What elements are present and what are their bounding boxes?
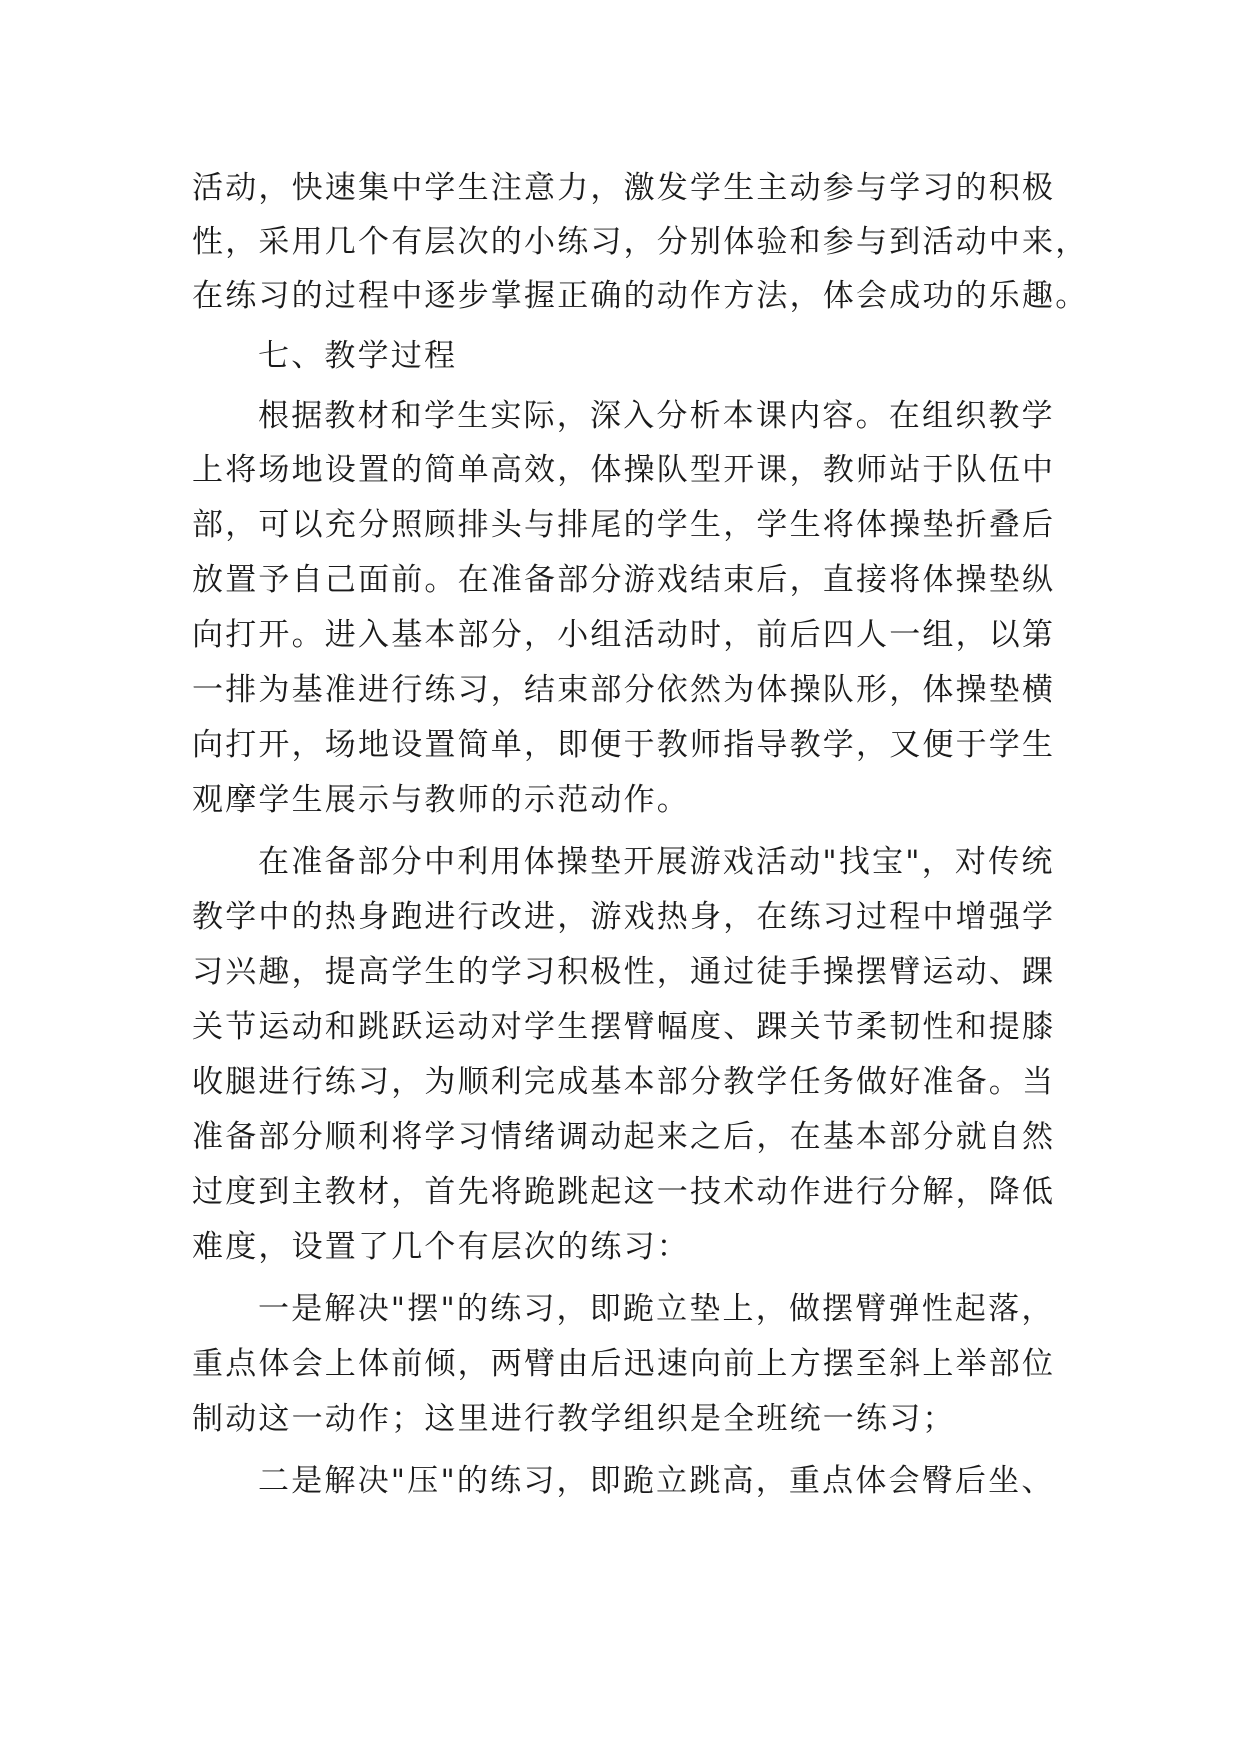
text-line-2: 性，采用几个有层次的小练习，分别体验和参与到活动中来，	[192, 224, 1089, 260]
text-line-3: 在练习的过程中逐步掌握正确的动作方法，体会成功的乐趣。	[192, 278, 1089, 314]
text-line-24: 二是解决"压"的练习，即跪立跳高，重点体会臀后坐、	[258, 1463, 1055, 1499]
text-line-22: 重点体会上体前倾，两臂由后迅速向前上方摆至斜上举部位	[192, 1346, 1056, 1382]
text-line-12: 观摩学生展示与教师的示范动作。	[192, 782, 690, 818]
text-line-1: 活动，快速集中学生注意力，激发学生主动参与学习的积极	[192, 170, 1056, 206]
section-heading: 七、教学过程	[258, 338, 458, 374]
text-line-5: 根据教材和学生实际，深入分析本课内容。在组织教学	[258, 398, 1055, 434]
text-line-16: 关节运动和跳跃运动对学生摆臂幅度、踝关节柔韧性和提膝	[192, 1009, 1056, 1045]
text-line-20: 难度，设置了几个有层次的练习：	[192, 1229, 690, 1265]
text-line-10: 一排为基准进行练习，结束部分依然为体操队形，体操垫横	[192, 672, 1056, 708]
text-line-11: 向打开，场地设置简单，即便于教师指导教学，又便于学生	[192, 727, 1056, 763]
text-line-6: 上将场地设置的简单高效，体操队型开课，教师站于队伍中	[192, 452, 1056, 488]
text-line-23: 制动这一动作；这里进行教学组织是全班统一练习；	[192, 1401, 956, 1437]
text-line-9: 向打开。进入基本部分，小组活动时，前后四人一组，以第	[192, 617, 1056, 653]
text-line-21: 一是解决"摆"的练习，即跪立垫上，做摆臂弹性起落，	[258, 1291, 1055, 1327]
text-line-14: 教学中的热身跑进行改进，游戏热身，在练习过程中增强学	[192, 899, 1056, 935]
text-line-19: 过度到主教材，首先将跪跳起这一技术动作进行分解，降低	[192, 1174, 1056, 1210]
text-line-17: 收腿进行练习，为顺利完成基本部分教学任务做好准备。当	[192, 1064, 1056, 1100]
text-line-18: 准备部分顺利将学习情绪调动起来之后，在基本部分就自然	[192, 1119, 1056, 1155]
text-line-8: 放置予自己面前。在准备部分游戏结束后，直接将体操垫纵	[192, 562, 1056, 598]
text-line-15: 习兴趣，提高学生的学习积极性，通过徒手操摆臂运动、踝	[192, 954, 1056, 990]
text-line-13: 在准备部分中利用体操垫开展游戏活动"找宝"，对传统	[258, 844, 1055, 880]
text-line-7: 部，可以充分照顾排头与排尾的学生，学生将体操垫折叠后	[192, 507, 1056, 543]
